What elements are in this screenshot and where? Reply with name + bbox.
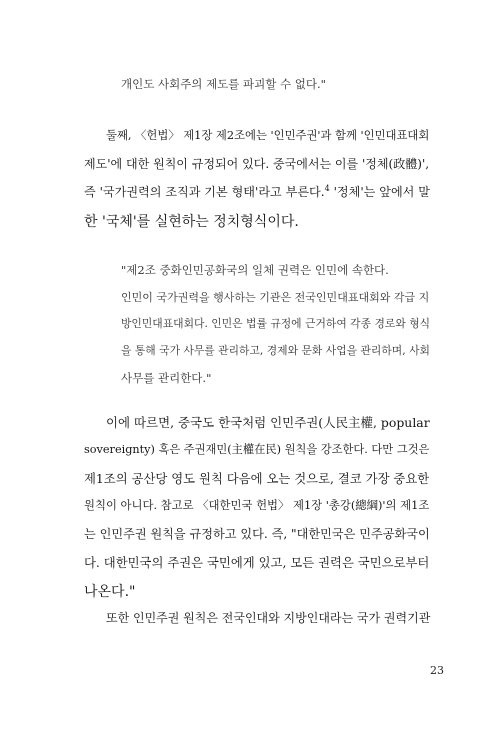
paragraph-line: 다. 대한민국의 주권은 국민에게 있고, 모든 권력은 국민으로부터 [84, 556, 430, 570]
paragraph-text: '정체'는 앞에서 말 [329, 185, 430, 199]
paragraph-line: 원칙이 아니다. 참고로 〈대한민국 헌법〉 제1장 '총강(總綱)'의 제1조 [84, 498, 430, 512]
quote-line: 방인민대표대회다. 인민은 법률 규정에 근거하여 각종 경로와 형식 [121, 317, 431, 330]
quote-line: 사무를 관리한다." [121, 371, 212, 385]
paragraph-text: 즉 '국가권력의 조직과 기본 형태'라고 부른다. [84, 185, 325, 199]
paragraph-line [84, 183, 430, 200]
paragraph-line: 이에 따르면, 중국도 한국처럼 인민주권(人民主權, popular [106, 415, 430, 430]
quote-line: "제2조 중화인민공화국의 일체 권력은 인민에 속한다. [121, 263, 389, 277]
quote-line: 인민이 국가권력을 행사하는 기관은 전국인민대표대회와 각급 지 [121, 291, 430, 304]
paragraph-line: 나온다." [84, 584, 136, 600]
paragraph-line: 는 인민주권 원칙을 규정하고 있다. 즉, "대한민국은 민주공화국이 [84, 527, 430, 541]
paragraph-line: 한 '국체'를 실현하는 정치형식이다. [84, 214, 299, 230]
paragraph-line: 제1조의 공산당 영도 원칙 다음에 오는 것으로, 결코 가장 중요한 [84, 472, 430, 486]
paragraph-line: sovereignty) 혹은 주권재민(主權在民) 원칙을 강조한다. 다만 그것은 [84, 443, 430, 456]
paragraph-line: 제도'에 대한 원칙이 규정되어 있다. 중국에서는 이를 '정체(政體)', [84, 157, 430, 171]
footnote-marker: 4 [324, 183, 330, 193]
paragraph-line: 또한 인민주권 원칙은 전국인대와 지방인대라는 국가 권력기관 [106, 611, 431, 625]
quote-line: 개인도 사회주의 제도를 파괴할 수 없다." [121, 77, 326, 91]
quote-line: 을 통해 국가 사무를 관리하고, 경제와 문화 사업을 관리하며, 사회 [121, 344, 430, 357]
paragraph-line: 둘째, 〈헌법〉 제1장 제2조에는 '인민주권'과 함께 '인민대표대회 [106, 128, 430, 142]
page-number: 23 [430, 664, 444, 677]
